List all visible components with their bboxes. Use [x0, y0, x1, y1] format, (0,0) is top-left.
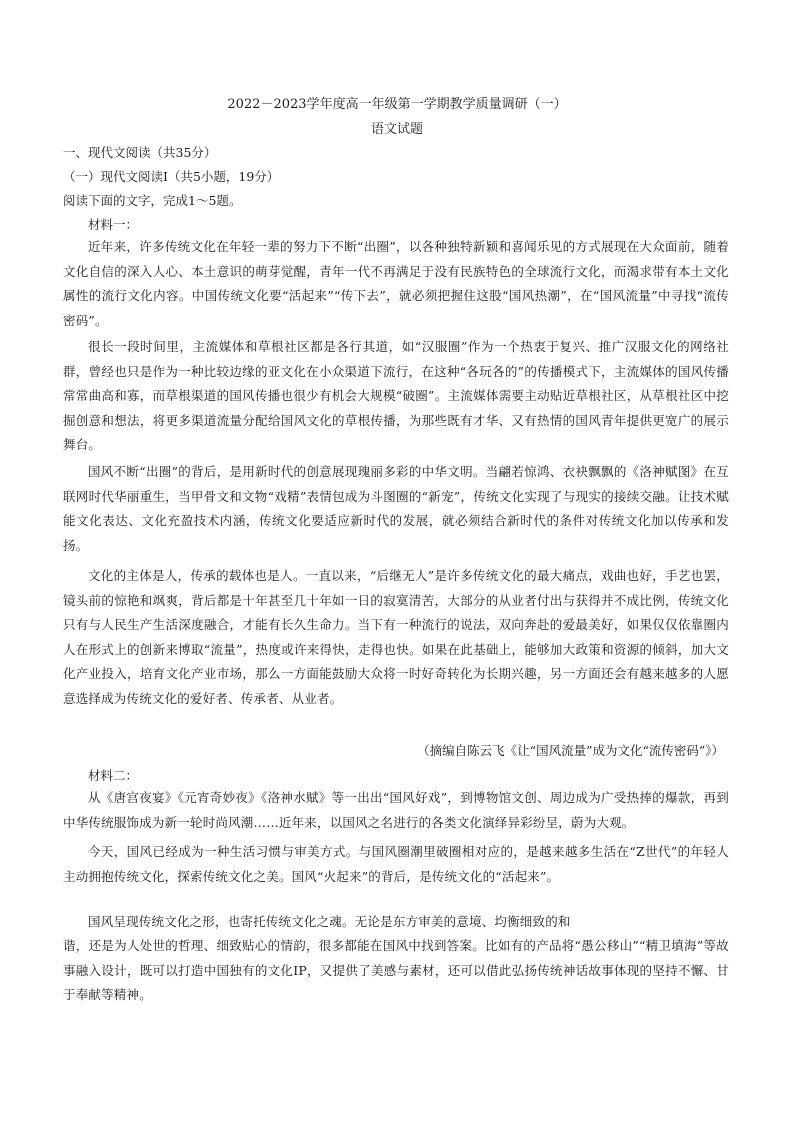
instruction-text: 阅读下面的文字，完成1～5题。 — [63, 193, 242, 208]
material-two-paragraph-3-continued: 谐，还是为人处世的哲理、细致贴心的情韵，很多都能在国风中找到答案。比如有的产品将“愚公移山”“精卫填海”等故事融入设计，既可以打造中国独有的文化IP，又提供了美感与素材，还可以借此弘扬传统神话故事体现的坚持不懈、甘于奉献等精神。 — [63, 938, 729, 1003]
material-two-label: 材料二： — [88, 768, 139, 783]
material-one-paragraph-1: 近年来，许多传统文化在年轻一辈的努力下不断“出圈”，以各种独特新颖和喜闻乐见的方式展现在大众面前，随着文化自信的深入人心、本土意识的萌芽觉醒，青年一代不再满足于没有民族特色的全球流行文化，而渴求带有本土文化属性的流行文化内容。中国传统文化要“活起来”“传下去”，就必须把握住这股“国风热潮”，在“国风流量”中寻找“流传密码”。 — [63, 239, 729, 328]
material-one-paragraph-2: 很长一段时间里，主流媒体和草根社区都是各行其道，如“汉服圈”作为一个热衷于复兴、推广汉服文化的网络社群，曾经也只是作为一种比较边缘的亚文化在小众渠道下流行，在这种“各玩各的”的传播模式下，主流媒体的国风传播常常曲高和寡，而草根渠道的国风传播也很少有机会大规模“破圈”。主流媒体需要主动贴近草根社区，从草根社区中挖掘创意和想法，将更多渠道流量分配给国风文化的草根传播，为那些既有才华、又有热情的国风青年提供更宽广的展示舞台。 — [63, 339, 729, 453]
exam-title: 2022－2023学年度高一年级第一学期教学质量调研（一） — [227, 97, 567, 112]
material-one-source: （摘编自陈云飞《让“国风流量”成为文化“流传密码”》） — [417, 743, 724, 758]
material-one-paragraph-4: 文化的主体是人，传承的载体也是人。一直以来，“后继无人”是许多传统文化的最大痛点，戏曲也好，手艺也罢，镜头前的惊艳和飒爽，背后都是十年甚至几十年如一日的寂寞清苦，大部分的从业者付出与获得并不成比例，传统文化只有与人民生产生活深度融合，才能有长久生命力。当下有一种流行的说法，双向奔赴的爱最美好，如果仅仅依靠圈内人在形式上的创新来博取“流量”，热度或许来得快，走得也快。如果在此基础上，能够加大政策和资源的倾斜，加大文化产业投入，培育文化产业市场，那么一方面能鼓励大众将一时好奇转化为长期兴趣，另一方面还会有越来越多的人愿意选择成为传统文化的爱好者、传承者、从业者。 — [63, 568, 729, 706]
material-one-label: 材料一： — [88, 217, 139, 232]
section-heading: 一、现代文阅读（共35分） — [63, 145, 217, 160]
exam-subtitle: 语文试题 — [370, 122, 423, 137]
material-two-paragraph-2: 今天，国风已经成为一种生活习惯与审美方式。与国风圈潮里破圈相对应的，是越来越多生活在“Z世代”的年轻人主动拥抱传统文化，探索传统文化之美。国风“火起来”的背后，是传统文化的“活起来”。 — [63, 844, 729, 884]
material-two-paragraph-1: 从《唐宫夜宴》《元宵奇妙夜》《洛神水赋》等一出出“国风好戏”，到博物馆文创、周边成为广受热捧的爆款，再到中华传统服饰成为新一轮时尚风潮……近年来，以国风之名进行的各类文化演绎异彩纷呈，蔚为大观。 — [63, 790, 729, 830]
material-one-paragraph-3: 国风不断“出圈”的背后，是用新时代的创意展现瑰丽多彩的中华文明。当翩若惊鸿、衣袂飘飘的《洛神赋图》在互联网时代华丽重生，当甲骨文和文物“戏精”表情包成为斗图圈的“新宠”，传统文化实现了与现实的接续交融。让技术赋能文化表达、文化充盈技术内涵，传统文化要适应新时代的发展，就必须结合新时代的条件对传统文化加以传承和发扬。 — [63, 464, 729, 553]
material-two-paragraph-3-start: 国风呈现传统文化之形，也寄托传统文化之魂。无论是东方审美的意境、均衡细致的和 — [88, 914, 571, 929]
subsection-heading: （一）现代文阅读Ⅰ（共5小题，19分） — [63, 169, 280, 184]
